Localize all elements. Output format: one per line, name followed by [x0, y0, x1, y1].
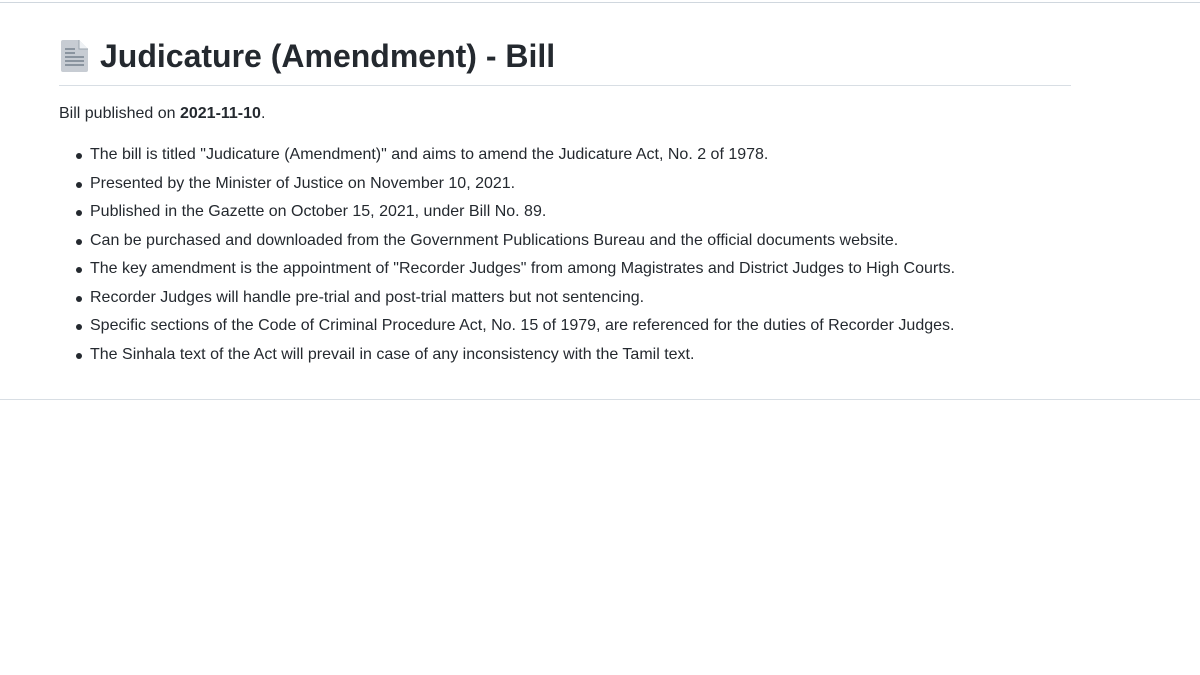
- list-item: [59, 259, 1071, 279]
- list-item: [59, 202, 1071, 222]
- summary-list: [59, 145, 1071, 365]
- list-item: [59, 145, 1071, 165]
- published-prefix: Bill published on: [59, 105, 180, 122]
- published-suffix: .: [260, 105, 266, 122]
- list-item: [59, 316, 1071, 336]
- bullet-icon: [76, 324, 82, 330]
- list-item-text: The Sinhala text of the Act will prevail in case of any inconsistency with the Tamil text.: [90, 345, 695, 363]
- document-icon: [59, 38, 91, 74]
- list-item-text: Specific sections of the Code of Criminal Procedure Act, No. 15 of 1979, are referenced for the duties of Recorder Judges.: [90, 317, 955, 334]
- list-item: [59, 174, 1071, 194]
- bullet-icon: [76, 239, 82, 245]
- list-item-text: The key amendment is the appointment of "Recorder Judges" from among Magistrates and District Judges to High Courts.: [90, 260, 956, 277]
- list-item: [59, 231, 1071, 251]
- page-title: Judicature (Amendment) - Bill: [100, 38, 556, 74]
- bullet-icon: [76, 296, 82, 302]
- bullet-icon: [76, 182, 82, 188]
- list-item: [59, 288, 1071, 308]
- bullet-icon: [76, 267, 82, 273]
- published-date: 2021-11-10: [179, 105, 261, 122]
- list-item-text: Published in the Gazette on October 15, 2021, under Bill No. 89.: [90, 203, 547, 220]
- list-item-text: The bill is titled "Judicature (Amendment)" and aims to amend the Judicature Act, No. 2 of 1978.: [90, 146, 769, 163]
- list-item-text: Recorder Judges will handle pre-trial and post-trial matters but not sentencing.: [90, 288, 645, 306]
- bullet-icon: [76, 353, 82, 359]
- title-row: [59, 36, 1071, 86]
- list-item-text: Presented by the Minister of Justice on November 10, 2021.: [90, 174, 516, 192]
- list-item: [59, 345, 1071, 365]
- published-line: [59, 104, 1071, 124]
- content-area: [59, 36, 1071, 373]
- list-item-text: Can be purchased and downloaded from the Government Publications Bureau and the official documents website.: [90, 231, 899, 249]
- bullet-icon: [76, 153, 82, 159]
- bullet-icon: [76, 210, 82, 216]
